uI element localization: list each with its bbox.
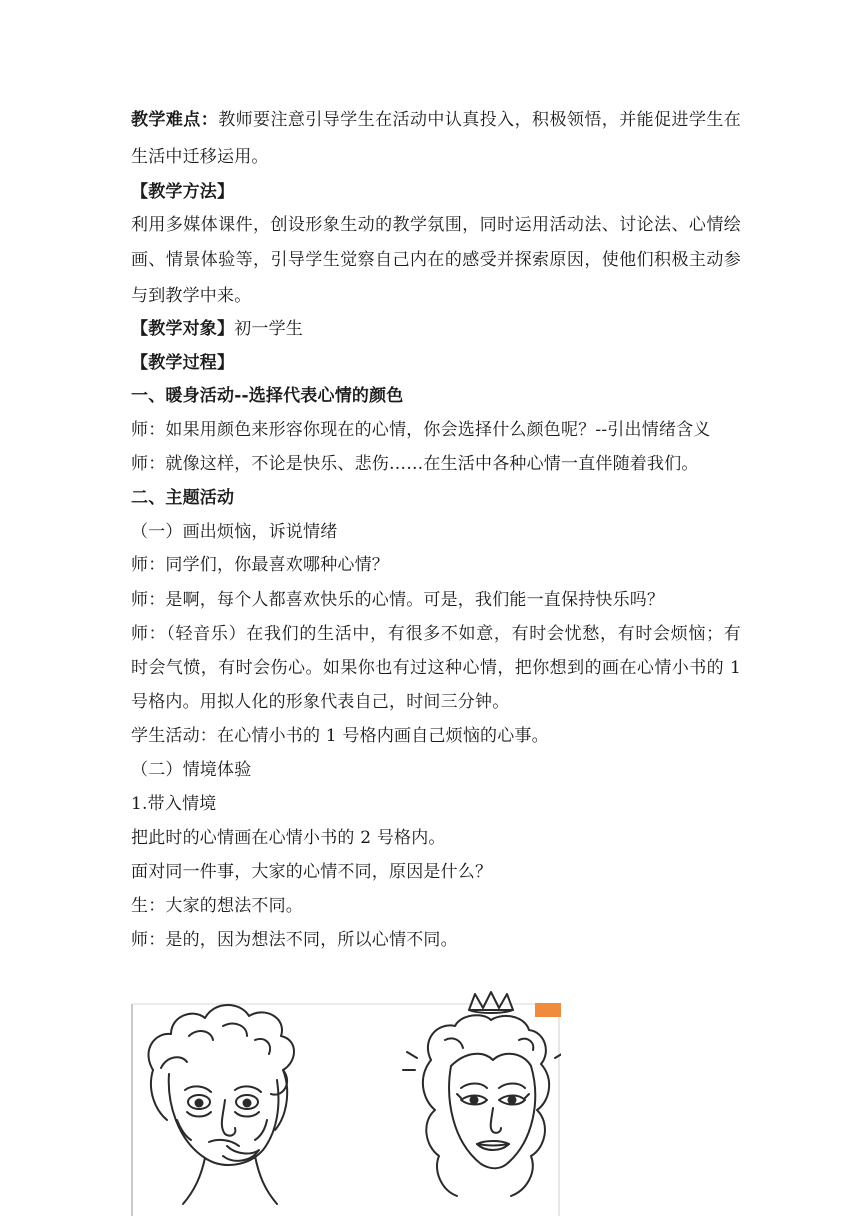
faces-illustration bbox=[131, 970, 561, 1216]
section-2-line-3: 师：（轻音乐）在我们的生活中，有很多不如意，有时会忧愁，有时会烦恼；有 bbox=[131, 624, 741, 644]
method-heading: 【教学方法】 bbox=[131, 182, 235, 202]
target-line bbox=[131, 319, 741, 339]
section-2-line-2: 师：是啊，每个人都喜欢快乐的心情。可是，我们能一直保持快乐吗？ bbox=[131, 590, 665, 610]
subsection-2-heading: （二）情境体验 bbox=[131, 760, 252, 780]
section-1-line-2: 师：就像这样，不论是快乐、悲伤……在生活中各种心情一直伴随着我们。 bbox=[131, 454, 699, 474]
section-2-line-6: 学生活动：在心情小书的 1 号格内画自己烦恼的心事。 bbox=[131, 726, 549, 746]
section-1-line-1: 师：如果用颜色来形容你现在的心情，你会选择什么颜色呢？--引出情绪含义 bbox=[131, 420, 711, 440]
method-line-2: 画、情景体验等，引导学生觉察自己内在的感受并探索原因，使他们积极主动参 bbox=[131, 250, 741, 270]
method-line-1: 利用多媒体课件，创设形象生动的教学氛围，同时运用活动法、讨论法、心情绘 bbox=[131, 215, 741, 235]
section-2-line-4: 时会气愤，有时会伤心。如果你也有过这种心情，把你想到的画在心情小书的 1 bbox=[131, 658, 741, 678]
subsection-1-heading: （一）画出烦恼，诉说情绪 bbox=[131, 522, 338, 542]
section-1-heading: 一、暖身活动--选择代表心情的颜色 bbox=[131, 386, 404, 406]
section-2-heading: 二、主题活动 bbox=[131, 488, 235, 508]
target-value: 初一学生 bbox=[234, 319, 304, 339]
corner-badge-icon bbox=[535, 1003, 561, 1017]
step-1-heading: 1.带入情境 bbox=[131, 794, 217, 814]
young-woman-sketch-icon bbox=[403, 992, 561, 1196]
process-heading: 【教学过程】 bbox=[131, 353, 235, 373]
difficulty-text: 教师要注意引导学生在活动中认真投入，积极领悟，并能促进学生在 bbox=[218, 110, 742, 130]
method-line-3: 与到教学中来。 bbox=[131, 286, 252, 306]
target-heading: 【教学对象】 bbox=[131, 319, 235, 339]
difficulty-label: 教学难点： bbox=[131, 110, 219, 130]
section-2-line-5: 号格内。用拟人化的形象代表自己，时间三分钟。 bbox=[131, 692, 510, 712]
section-3-line-4: 师：是的，因为想法不同，所以心情不同。 bbox=[131, 930, 458, 950]
difficulty-paragraph-line-1 bbox=[131, 110, 741, 130]
difficulty-paragraph-line-2: 生活中迁移运用。 bbox=[131, 147, 269, 167]
section-2-line-1: 师：同学们，你最喜欢哪种心情？ bbox=[131, 555, 389, 575]
section-3-line-1: 把此时的心情画在心情小书的 2 号格内。 bbox=[131, 828, 446, 848]
section-3-line-2: 面对同一件事，大家的心情不同，原因是什么？ bbox=[131, 862, 493, 882]
old-woman-sketch-icon bbox=[148, 1005, 294, 1204]
section-3-line-3: 生：大家的想法不同。 bbox=[131, 896, 303, 916]
